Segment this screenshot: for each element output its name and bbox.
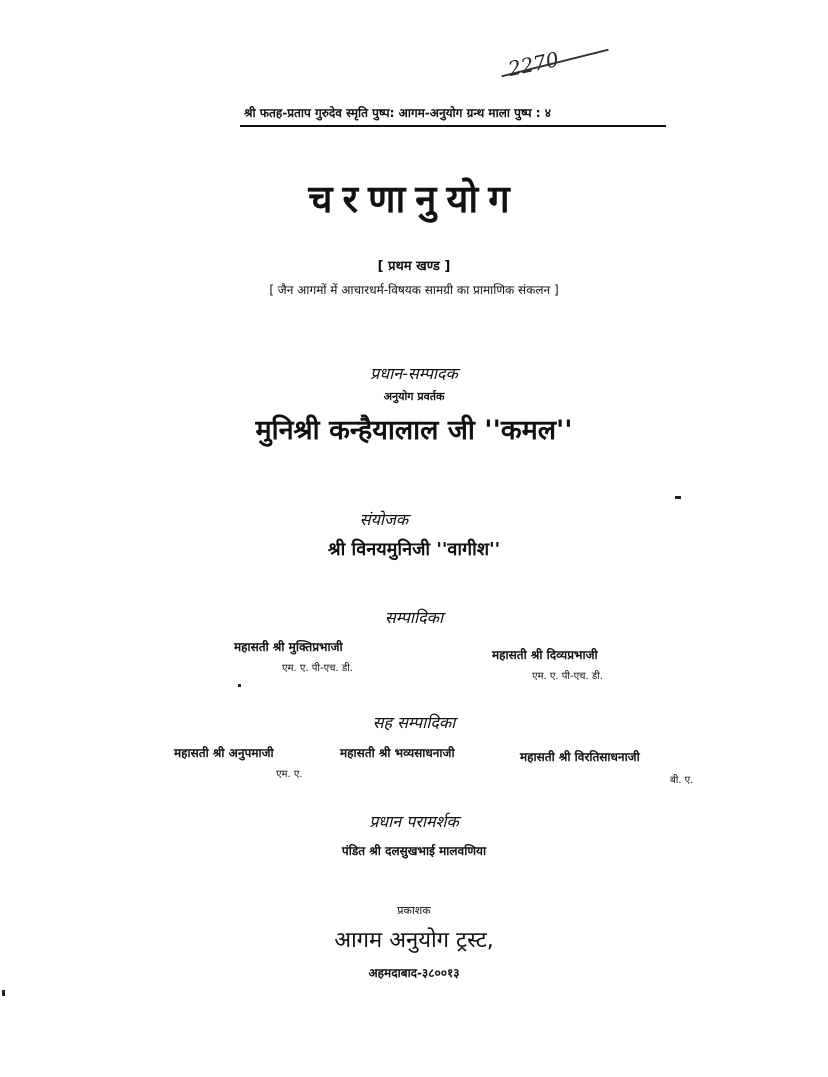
book-title: चरणानुयोग bbox=[308, 177, 520, 221]
co-editor-degree: एम. ए. bbox=[276, 769, 303, 780]
co-editors-label: सह सम्पादिका bbox=[372, 713, 456, 732]
scan-speck bbox=[2, 990, 5, 996]
co-editor-name: महासती श्री भव्यसाधनाजी bbox=[340, 746, 455, 760]
chief-editor-name: मुनिश्री कन्हैयालाल जी ''कमल'' bbox=[255, 415, 573, 446]
editor-name: महासती श्री दिव्यप्रभाजी bbox=[492, 648, 598, 662]
co-editor-degree: बी. ए. bbox=[670, 775, 694, 786]
chief-editor-role: अनुयोग प्रवर्तक bbox=[383, 390, 445, 403]
coordinator-name: श्री विनयमुनिजी ''वागीश'' bbox=[327, 539, 501, 560]
editor-name: महासती श्री मुक्तिप्रभाजी bbox=[234, 640, 343, 654]
co-editor-name: महासती श्री विरतिसाधनाजी bbox=[520, 750, 640, 764]
subtitle: [ जैन आगमों में आचारधर्म-विषयक सामग्री का प्रामाणिक संकलन ] bbox=[269, 283, 559, 297]
advisor-label: प्रधान परामर्शक bbox=[369, 812, 459, 831]
scan-speck bbox=[238, 684, 241, 687]
chief-editor-label: प्रधान-सम्पादक bbox=[370, 364, 458, 383]
editors-label: सम्पादिका bbox=[384, 608, 444, 627]
advisor-name: पंडित श्री दलसुखभाई मालवणिया bbox=[341, 844, 487, 858]
co-editor-name: महासती श्री अनुपमाजी bbox=[174, 746, 274, 760]
volume-label: [ प्रथम खण्ड ] bbox=[377, 259, 451, 274]
publisher-city: अहमदाबाद-३८००१३ bbox=[368, 966, 460, 980]
publisher-label: प्रकाशक bbox=[397, 904, 431, 917]
series-rule bbox=[240, 125, 666, 127]
series-title: श्री फतह-प्रताप गुरुदेव स्मृति पुष्प: आगम-अनुयोग ग्रन्थ माला पुष्प : ४ bbox=[244, 106, 552, 120]
coordinator-label: संयोजक bbox=[359, 510, 409, 529]
editor-degree: एम. ए. पी-एच. डी. bbox=[532, 671, 603, 682]
editor-degree: एम. ए. पी-एच. डी. bbox=[282, 663, 353, 674]
handwritten-number: 2270 bbox=[506, 46, 561, 82]
publisher-name: आगम अनुयोग ट्रस्ट, bbox=[334, 928, 494, 953]
scan-speck bbox=[675, 496, 681, 499]
